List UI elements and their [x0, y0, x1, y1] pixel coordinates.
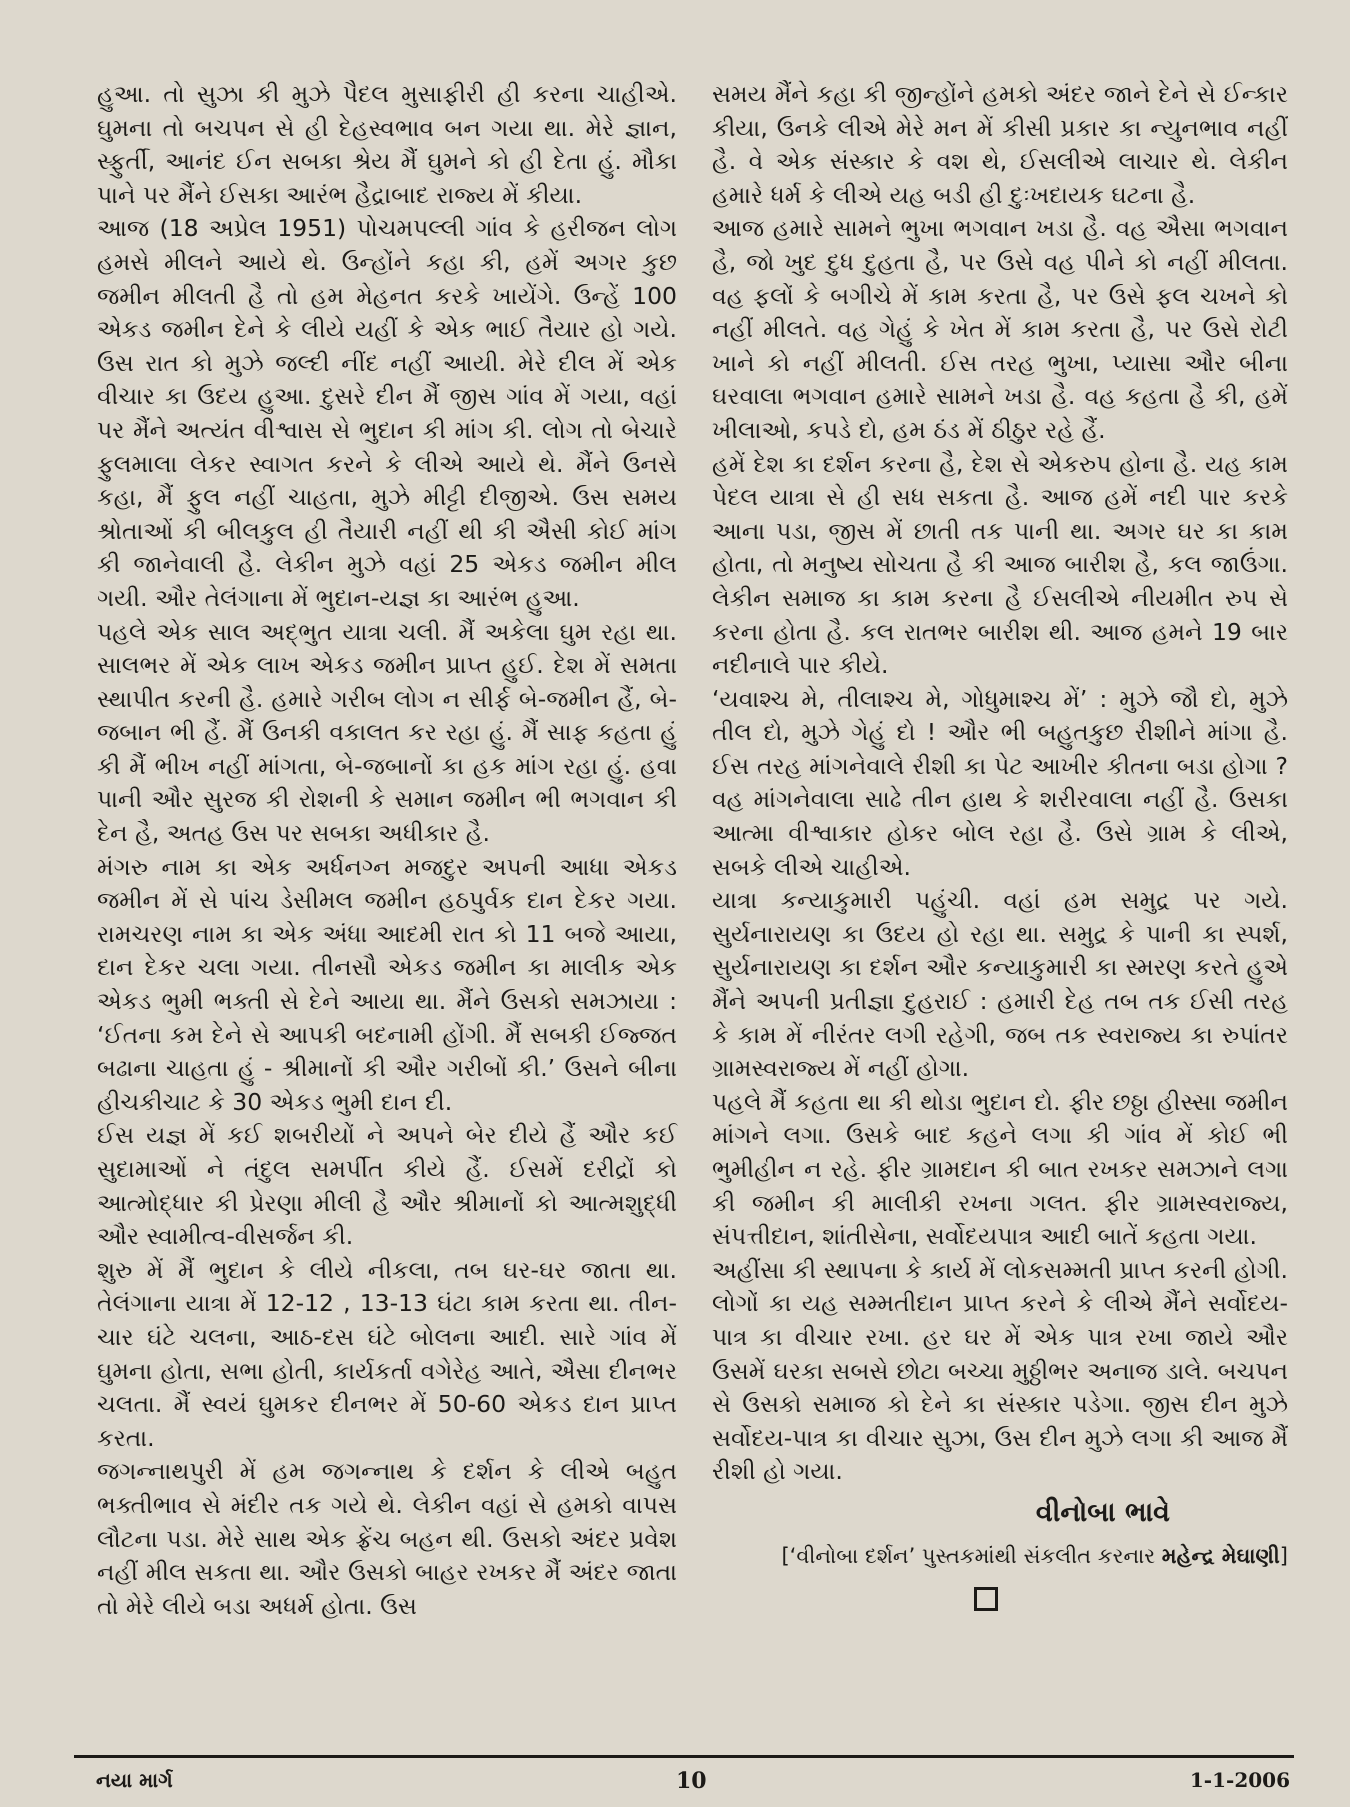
- paragraph: આજ હમારે સામને ભુખા ભગવાન ખડા હૈ. વહ ઐસા ભગવાન હૈ, જો ખુદ દુધ દુહતા હૈ, પર ઉસે વહ પીને કો નહીં મીલતા. વહ ફલોં કે બગીચે મેં કામ કરતા હૈ, પર ઉસે ફલ ચખને કો નહીં મીલતે. વહ ગેહું કે ખેત મેં કામ કરતા હૈ, પર ઉસે રોટી ખાને કો નહીં મીલતી. ઈસ તરહ ભુખા, પ્યાસા ઔર બીના ઘરવાલા ભગવાન હમારે સામને ખડા હૈ. વહ કહતા હૈ કી, હમેં ખીલાઓ, કપડે દો, હમ ઠંડ મેં ઠીઠુર રહે હૈં.: [712, 214, 1288, 444]
- credit-text: [‘વીનોબા દર્શન’ પુસ્તકમાંથી સંકલીત કરનાર: [781, 1543, 1162, 1568]
- paragraph: સમય મૈંને કહા કી જીન્હોંને હમકો અંદર જાને દેને સે ઈન્કાર કીયા, ઉનકે લીએ મેરે મન મેં કીસી પ્રકાર કા ન્યુનભાવ નહીં હૈ. વે એક સંસ્કાર કે વશ થે, ઈસલીએ લાચાર થે. લેકીન હમારે ધર્મ કે લીએ યહ બડી હી દુઃખદાયક ઘટના હૈ.: [712, 80, 1288, 209]
- paragraph: ‘યવાશ્ચ મે, તીલાશ્ચ મે, ગોધુમાશ્ચ મેં’ : મુઝે જૌ દો, મુઝે તીલ દો, મુઝે ગેહું દો ! ઔર ભી બહુતકુછ રીશીને માંગા હૈ. ઈસ તરહ માંગનેવાલે રીશી કા પેટ આખીર કીતના બડા હોગા ? વહ માંગનેવાલા સાઢે તીન હાથ કે શરીરવાલા નહીં હૈ. ઉસકા આત્મા વીશ્વાકાર હોકર બોલ રહા હૈ. ઉસે ગ્રામ કે લીએ, સબકે લીએ ચાહીએ.: [712, 684, 1288, 881]
- paragraph: મંગરુ નામ કા એક અર્ધનગ્ન મજદુર અપની આધા એકડ જમીન મેં સે પાંચ ડેસીમલ જમીન હઠપુર્વક દાન દેકર ગયા. રામચરણ નામ કા એક અંધા આદમી રાત કો 11 બજે આયા, દાન દેકર ચલા ગયા. તીનસૌ એકડ જમીન કા માલીક એક એકડ ભુમી ભક્તી સે દેને આયા થા. મૈંને ઉસકો સમઝાયા : ‘ઈતના કમ દેને સે આપકી બદનામી હોંગી. મૈં સબકી ઈજ્જત બઢાના ચાહતા હું - શ્રીમાનોં કી ઔર ગરીબોં કી.’ ઉસને બીના હીચકીચાટ કે 30 એકડ ભુમી દાન દી.: [97, 852, 677, 1116]
- paragraph: અહીંસા કી સ્થાપના કે કાર્ય મેં લોકસમ્મતી પ્રાપ્ત કરની હોગી. લોગોં કા યહ સમ્મતીદાન પ્રાપ્ત કરને કે લીએ મૈંને સર્વોદય-પાત્ર કા વીચાર રખા. હર ઘર મેં એક પાત્ર રખા જાયે ઔર ઉસમેં ઘરકા સબસે છોટા બચ્ચા મુઠ્ઠીભર અનાજ ડાલે. બચપન સે ઉસકો સમાજ કો દેને કા સંસ્કાર પડેગા. જીસ દીન મુઝે સર્વોદય-પાત્ર કા વીચાર સુઝા, ઉસ દીન મુઝે લગા કી આજ મૈં રીશી હો ગયા.: [712, 1255, 1288, 1486]
- footer-rule: [74, 1755, 1294, 1758]
- paragraph: જગન્નાથપુરી મેં હમ જગન્નાથ કે દર્શન કે લીએ બહુત ભક્તીભાવ સે મંદીર તક ગયે થે. લેકીન વહાં સે હમકો વાપસ લૌટના પડા. મેરે સાથ એક ફ્રેંચ બહન થી. ઉસકો અંદર પ્રવેશ નહીં મીલ સકતા થા. ઔર ઉસકો બાહર રખકર મૈં અંદર જાતા તો મેરે લીયે બડા અધર્મ હોતા. ઉસ: [97, 1457, 677, 1620]
- issue-date: 1-1-2006: [1189, 1768, 1290, 1792]
- end-mark-icon: [974, 1587, 998, 1611]
- magazine-name: નયા માર્ગ: [96, 1768, 173, 1792]
- author-signature: વીનોબા ભાવે: [1035, 1496, 1170, 1528]
- paragraph: પહલે એક સાલ અદ્ભુત યાત્રા ચલી. મૈં અકેલા ઘુમ રહા થા. સાલભર મેં એક લાખ એકડ જમીન પ્રાપ્ત હુઈ. દેશ મેં સમતા સ્થાપીત કરની હૈ. હમારે ગરીબ લોગ ન સીર્ફ બે-જમીન હૈં, બે-જબાન ભી હૈં. મૈં ઉનકી વકાલત કર રહા હું. મૈં સાફ કહતા હું કી મૈં ભીખ નહીં માંગતા, બે-જબાનોં કા હક માંગ રહા હું. હવા પાની ઔર સુરજ કી રોશની કે સમાન જમીન ભી ભગવાન કી દેન હૈ, અતહ ઉસ પર સબકા અધીકાર હૈ.: [97, 617, 677, 848]
- right-column: [712, 78, 1288, 1611]
- page-number: 10: [676, 1768, 707, 1794]
- paragraph: યાત્રા કન્યાકુમારી પહુંચી. વહાં હમ સમુદ્ર પર ગયે. સુર્યનારાયણ કા ઉદય હો રહા થા. સમુદ્ર કે પાની કા સ્પર્શ, સુર્યનારાયણ કા દર્શન ઔર કન્યાકુમારી કા સ્મરણ કરતે હુએ મૈંને અપની પ્રતીજ્ઞા દુહરાઈ : હમારી દેહ તબ તક ઈસી તરહ કે કામ મેં નીરંતર લગી રહેગી, જબ તક સ્વરાજ્ય કા રુપાંતર ગ્રામસ્વરાજ્ય મેં નહીં હોગા.: [712, 886, 1288, 1083]
- paragraph: હુઆ. તો સુઝા કી મુઝે પૈદલ મુસાફીરી હી કરના ચાહીએ. ઘુમના તો બચપન સે હી દેહસ્વભાવ બન ગયા થા. મેરે જ્ઞાન, સ્ફુર્તી, આનંદ ઈન સબકા શ્રેય મૈં ઘુમને કો હી દેતા હું. મૌકા પાને પર મૈંને ઈસકા આરંભ હૈદ્રાબાદ રાજ્ય મેં કીયા.: [97, 80, 677, 209]
- paragraph: પહલે મૈં કહતા થા કી થોડા ભુદાન દો. ફીર છઠ્ઠા હીસ્સા જમીન માંગને લગા. ઉસકે બાદ કહને લગા કી ગાંવ મેં કોઈ ભી ભુમીહીન ન રહે. ફીર ગ્રામદાન કી બાત રખકર સમઝાને લગા કી જમીન કી માલીકી રખના ગલત. ફીર ગ્રામસ્વરાજ્ય, સંપત્તીદાન, શાંતીસેના, સર્વોદયપાત્ર આદી બાતેં કહતા ગયા.: [712, 1087, 1288, 1251]
- credit-compiler-name: મહેન્દ્ર મેઘાણી: [1161, 1543, 1280, 1568]
- paragraph: શુરુ મેં મૈં ભુદાન કે લીયે નીકલા, તબ ઘર-ઘર જાતા થા. તેલંગાના યાત્રા મેં 12-12 , 13-13 ઘંટા કામ કરતા થા. તીન-ચાર ઘંટે ચલના, આઠ-દસ ઘંટે બોલના આદી. સારે ગાંવ મેં ઘુમના હોતા, સભા હોતી, કાર્યકર્તા વગેરેહ આતે, ઐસા દીનભર ચલતા. મૈં સ્વયં ઘુમકર દીનભર મેં 50-60 એકડ દાન પ્રાપ્ત કરતા.: [97, 1255, 677, 1452]
- paragraph: હમેં દેશ કા દર્શન કરના હૈ, દેશ સે એકરુપ હોના હૈ. યહ કામ પેદલ યાત્રા સે હી સધ સકતા હૈ. આજ હમેં નદી પાર કરકે આના પડા, જીસ મેં છાતી તક પાની થા. અગર ઘર કા કામ હોતા, તો મનુષ્ય સોચતા હૈ કી આજ બારીશ હૈ, કલ જાઉંગા. લેકીન સમાજ કા કામ કરના હૈ ઈસલીએ નીયમીત રુપ સે કરના હોતા હૈ. કલ રાતભર બારીશ થી. આજ હમને 19 બાર નદીનાલે પાર કીયે.: [712, 449, 1288, 680]
- credit-close: ]: [1279, 1543, 1288, 1568]
- source-credit: [712, 1539, 1288, 1573]
- paragraph: ઈસ યજ્ઞ મેં કઈ શબરીયોં ને અપને બેર દીયે હૈં ઔર કઈ સુદામાઓં ને તંદુલ સમર્પીત કીયે હૈં. ઈસમેં દરીદ્રોં કો આત્મોદ્ધાર કી પ્રેરણા મીલી હૈ ઔર શ્રીમાનોં કો આત્મશુદ્ધી ઔર સ્વામીત્વ-વીસર્જન કી.: [97, 1121, 677, 1251]
- left-column: [97, 78, 677, 1623]
- paragraph: આજ (18 અપ્રેલ 1951) પોચમપલ્લી ગાંવ કે હરીજન લોગ હમસે મીલને આયે થે. ઉન્હોંને કહા કી, હમેં અગર કુછ જમીન મીલતી હૈ તો હમ મેહનત કરકે ખાયેંગે. ઉન્હેં 100 એકડ જમીન દેને કે લીયે યહીં કે એક ભાઈ તૈયાર હો ગયે. ઉસ રાત કો મુઝે જલ્દી નીંદ નહીં આયી. મેરે દીલ મેં એક વીચાર કા ઉદય હુઆ. દુસરે દીન મૈં જીસ ગાંવ મેં ગયા, વહાં પર મૈંને અત્યંત વીશ્વાસ સે ભુદાન કી માંગ કી. લોગ તો બેચારે ફુલમાલા લેકર સ્વાગત કરને કે લીએ આયે થે. મૈંને ઉનસે કહા, મૈં ફુલ નહીં ચાહતા, મુઝે મીટ્ટી દીજીએ. ઉસ સમય શ્રોતાઓં કી બીલકુલ હી તૈયારી નહીં થી કી ઐસી કોઈ માંગ કી જાનેવાલી હૈ. લેકીન મુઝે વહાં 25 એકડ જમીન મીલ ગયી. ઔર તેલંગાના મેં ભુદાન-યજ્ઞ કા આરંભ હુઆ.: [97, 214, 677, 612]
